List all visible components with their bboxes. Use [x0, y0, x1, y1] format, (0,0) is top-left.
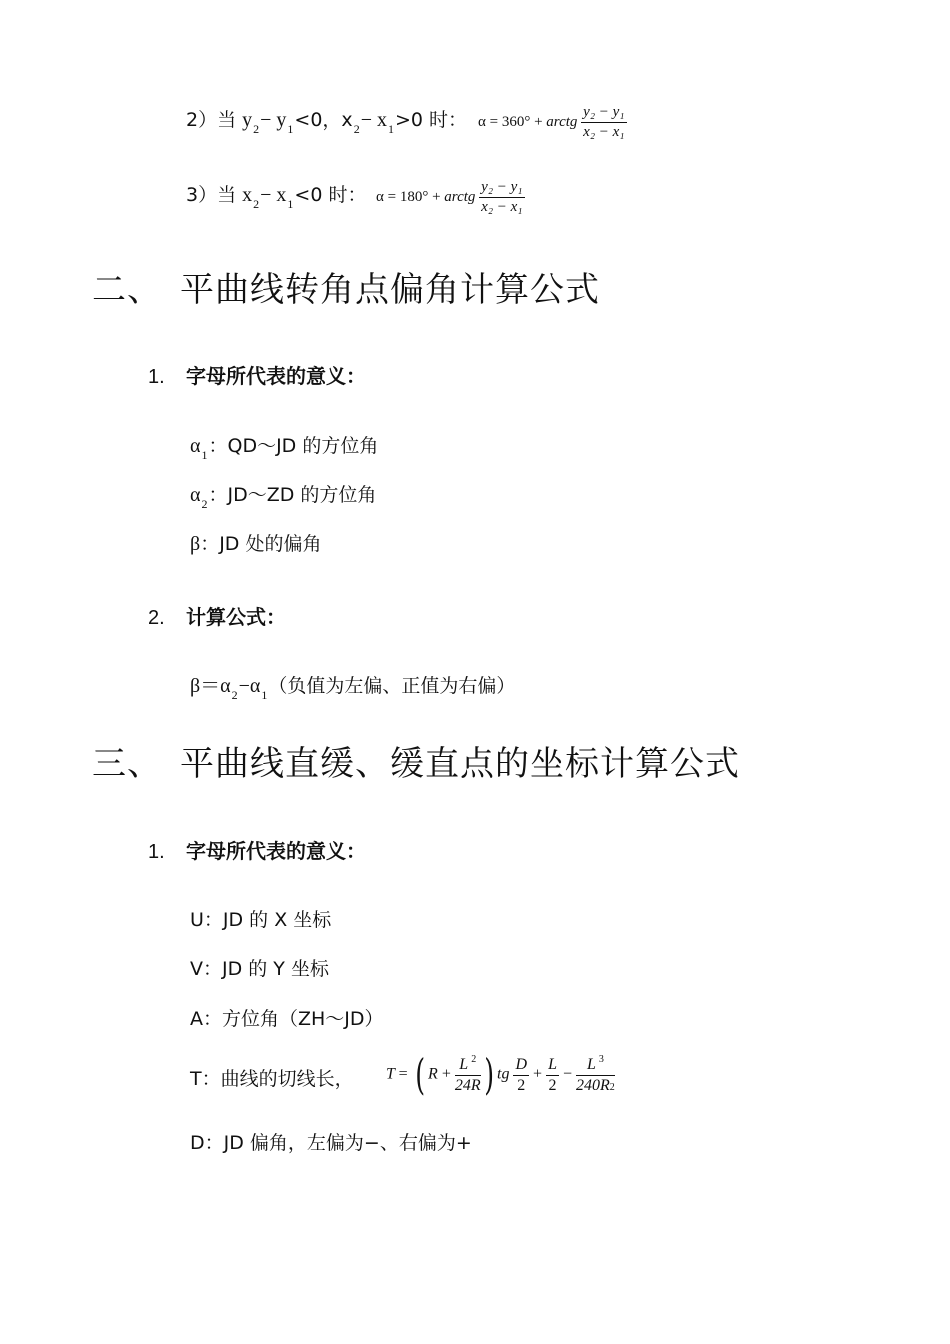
- t-frac1-den: 24R: [454, 1076, 481, 1094]
- case2-cond-sub1b: 1: [387, 122, 394, 136]
- def-alpha2-symbol: α: [190, 484, 201, 506]
- case2-cond-sub2: 2: [253, 122, 260, 136]
- case2-prefix: 2）当: [186, 109, 243, 131]
- t-plus1: +: [441, 1065, 451, 1083]
- t-frac4-den: [576, 1076, 615, 1095]
- t-frac4-pow: 3: [598, 1053, 604, 1065]
- case2-fraction: [581, 104, 626, 141]
- case3-eq: =: [387, 188, 397, 205]
- section2-sub1-number: 1.: [148, 366, 165, 388]
- section2-sub1-title: 字母所代表的意义：: [186, 364, 366, 388]
- t-frac3-den: 2: [548, 1076, 557, 1094]
- t-frac4-den-pow: 2: [609, 1081, 615, 1093]
- case2-fn: arctg: [546, 113, 578, 130]
- def-u: U：JD 的 X 坐标: [190, 909, 332, 931]
- case3-const: 180°: [399, 188, 429, 205]
- case3-alpha: α: [376, 188, 384, 205]
- t-frac1-l: L: [459, 1055, 469, 1073]
- section3-title: 平曲线直缓、缓直点的坐标计算公式: [180, 744, 740, 784]
- case2-cond-sub1: 1: [287, 122, 294, 136]
- beta-formula-note: （负值为左偏、正值为右偏）: [268, 675, 516, 697]
- def-alpha2: [190, 483, 376, 509]
- t-frac3-num: L: [546, 1056, 559, 1076]
- t-formula: [386, 1050, 615, 1099]
- beta-formula-b: −α: [238, 675, 261, 697]
- beta-formula-sub1: 1: [261, 688, 268, 702]
- case2-cond-sub2b: 2: [353, 122, 360, 136]
- section2-heading: [92, 262, 600, 311]
- def-t-label: T：曲线的切线长，: [190, 1068, 354, 1090]
- case2-alpha: α: [478, 113, 486, 130]
- section3-sub1-number: 1.: [148, 841, 165, 863]
- case3-fraction: [479, 179, 524, 216]
- def-alpha1: [190, 434, 378, 460]
- section2-sub2-number: 2.: [148, 607, 165, 629]
- t-frac2: [513, 1056, 529, 1095]
- def-alpha1-text: ：QD～JD 的方位角: [208, 435, 379, 457]
- beta-formula-a: β＝α: [190, 675, 231, 697]
- section2-sub1-heading: [148, 360, 366, 389]
- def-alpha2-sub: 2: [201, 497, 208, 511]
- case2-const: 360°: [501, 113, 531, 130]
- t-minus: −: [562, 1065, 572, 1083]
- case2-formula: [478, 104, 627, 141]
- section3-heading: [92, 736, 740, 785]
- case2-cond-end: >0 时：: [394, 109, 468, 131]
- section2-number: 二、: [92, 270, 162, 310]
- case3-fn: arctg: [444, 188, 476, 205]
- t-frac4-den-text: 240R: [576, 1076, 610, 1094]
- right-paren: ): [483, 1050, 494, 1099]
- case3-prefix: 3）当: [186, 184, 243, 206]
- def-d: D：JD 偏角，左偏为−、右偏为+: [190, 1132, 472, 1154]
- case2-eq: =: [489, 113, 499, 130]
- case3-denominator: x₂ − x₁: [481, 199, 523, 215]
- case3-plus: +: [432, 188, 441, 205]
- t-frac3: [546, 1056, 559, 1095]
- section2-sub2-heading: [148, 601, 286, 630]
- beta-formula-sub2: 2: [231, 688, 238, 702]
- section3-number: 三、: [92, 744, 162, 784]
- t-plus2: +: [533, 1065, 543, 1083]
- t-frac2-den: 2: [517, 1076, 526, 1094]
- t-eq: =: [398, 1065, 408, 1083]
- case2-cond-minus-x: − x: [360, 109, 387, 131]
- case3-cond-sub2: 2: [253, 197, 260, 211]
- def-v: V：JD 的 Y 坐标: [190, 958, 329, 980]
- t-frac2-num: D: [513, 1056, 529, 1076]
- section3-sub1-heading: [148, 835, 366, 864]
- case3-cond-end: <0 时：: [294, 184, 367, 206]
- case2-cond-minus-y: − y: [260, 109, 287, 131]
- case3-formula: [376, 179, 525, 216]
- case2-cond-y: y: [242, 109, 253, 131]
- case3-cond-x: x: [242, 184, 253, 206]
- case2-denominator: x₂ − x₁: [583, 124, 625, 140]
- t-frac1-num: [455, 1053, 481, 1076]
- t-r: R: [428, 1065, 438, 1083]
- t-frac4-num: [576, 1053, 615, 1076]
- case2-cond-mid: <0，x: [294, 109, 353, 131]
- t-tg: tg: [497, 1065, 510, 1083]
- section3-sub1-title: 字母所代表的意义：: [186, 839, 366, 863]
- def-alpha2-text: ：JD～ZD 的方位角: [208, 484, 377, 506]
- case3-line: [186, 183, 366, 209]
- t-frac4-l: L: [586, 1055, 596, 1073]
- case2-plus: +: [534, 113, 543, 130]
- case2-numerator: y₂ − y₁: [581, 104, 626, 123]
- case3-numerator: y₂ − y₁: [479, 179, 524, 198]
- def-beta-symbol: β: [190, 533, 201, 555]
- t-frac1: [454, 1053, 481, 1095]
- def-alpha1-symbol: α: [190, 435, 201, 457]
- t-symbol: T: [386, 1065, 395, 1083]
- section2-title: 平曲线转角点偏角计算公式: [180, 270, 600, 310]
- case2-line: [186, 108, 467, 134]
- section2-sub2-title: 计算公式：: [186, 605, 286, 629]
- case3-cond-minus-x: − x: [260, 184, 287, 206]
- left-paren: (: [414, 1050, 425, 1099]
- def-beta-text: ：JD 处的偏角: [200, 533, 322, 555]
- t-frac1-pow: 2: [471, 1053, 477, 1065]
- def-a: A：方位角（ZH～JD）: [190, 1008, 384, 1030]
- def-beta: [190, 532, 321, 556]
- def-alpha1-sub: 1: [201, 448, 208, 462]
- t-frac4: [576, 1053, 615, 1095]
- case3-cond-sub1: 1: [287, 197, 294, 211]
- beta-formula: [190, 674, 515, 700]
